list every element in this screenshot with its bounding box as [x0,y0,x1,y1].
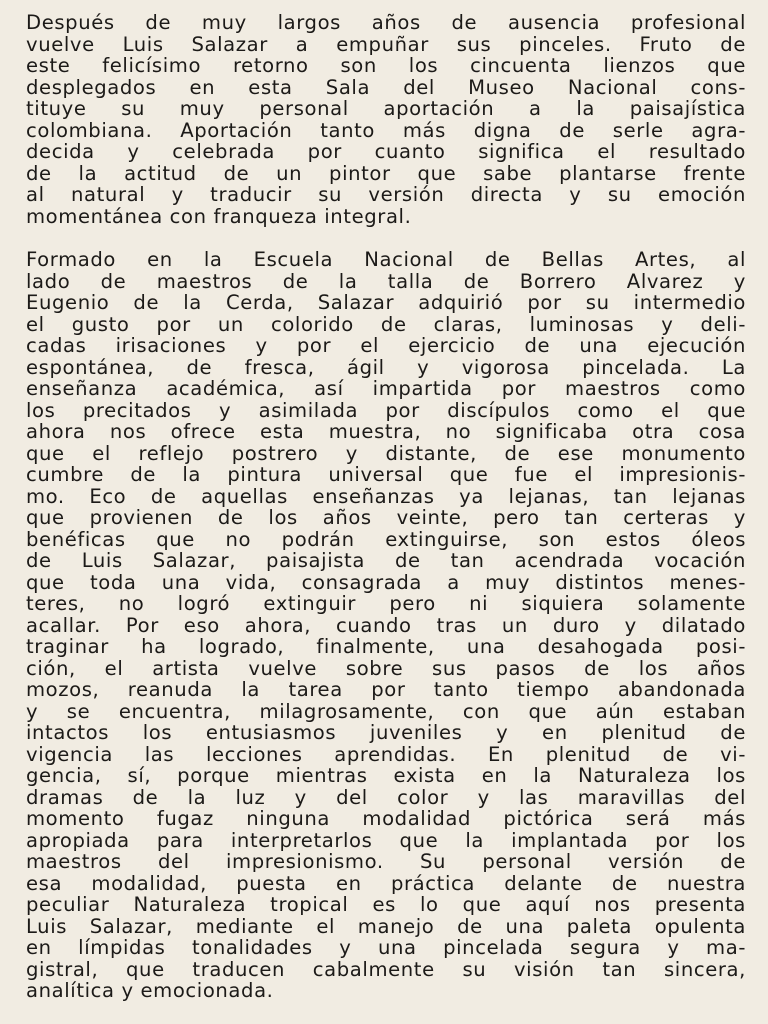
text-line: decida y celebrada por cuanto significa el resultado [26,140,746,163]
text-line: de Luis Salazar, paisajista de tan acendrada vocación [26,549,746,572]
text-line: ahora nos ofrece esta muestra, no significaba otra cosa [26,420,746,443]
text-line: este felicísimo retorno son los cincuenta lienzos que [26,54,746,77]
text-line: enseñanza académica, así impartida por maestros como [26,377,746,400]
text-line: apropiada para interpretarlos que la implantada por los [26,828,746,852]
text-line: que toda una vida, consagrada a muy distintos menes- [26,570,746,594]
text-line: momentánea con franqueza integral. [26,204,412,228]
text-line: maestros del impresionismo. Su personal versión de [26,850,746,873]
text-line: tituye su muy personal aportación a la paisajística [26,97,746,120]
text-line: momento fugaz ninguna modalidad pictórica será más [26,807,746,830]
text-line: Después de muy largos años de ausencia profesional [26,11,746,34]
text-line: gistral, que traducen cabalmente su visión tan sincera, [26,957,746,981]
text-line: desplegados en esta Sala del Museo Nacional cons- [26,75,746,99]
text-line: espontánea, de fresca, ágil y vigorosa pincelada. La [26,355,746,379]
text-line: de la actitud de un pintor que sabe plantarse frente [26,161,746,185]
text-line: Eugenio de la Cerda, Salazar adquirió por su intermedio [26,291,746,314]
text-line: colombiana. Aportación tanto más digna de serle agra- [26,118,746,142]
text-line: en límpidas tonalidades y una pincelada segura y ma- [26,936,746,959]
paragraph-2 [26,249,746,1002]
text-line: que provienen de los años veinte, pero tan certeras y [26,506,746,529]
text-line: benéficas que no podrán extinguirse, son estos óleos [26,527,746,551]
text-line: dramas de la luz y del color y las maravillas del [26,785,746,809]
text-line: gencia, sí, porque mientras exista en la Naturaleza los [26,764,746,787]
text-line: al natural y traducir su versión directa y su emoción [26,183,746,206]
text-line: peculiar Naturaleza tropical es lo que aquí nos presenta [26,893,746,916]
text-line: vigencia las lecciones aprendidas. En plenitud de vi- [26,742,746,766]
text-line: cumbre de la pintura universal que fue el impresionis- [26,463,746,486]
text-line: teres, no logró extinguir pero ni siquiera solamente [26,592,746,615]
text-line: Luis Salazar, mediante el manejo de una paleta opulenta [26,914,746,938]
text-line: mo. Eco de aquellas enseñanzas ya lejanas, tan lejanas [26,484,746,508]
text-line: los precitados y asimilada por discípulos como el que [26,398,746,422]
text-line: intactos los entusiasmos juveniles y en plenitud de [26,721,746,744]
text-line: vuelve Luis Salazar a empuñar sus pinceles. Fruto de [26,32,746,56]
text-line: que el reflejo postrero y distante, de ese monumento [26,441,746,465]
text-line: analítica y emocionada. [26,979,274,1002]
text-line: ción, el artista vuelve sobre sus pasos de los años [26,656,746,680]
text-line: traginar ha logrado, finalmente, una desahogada posi- [26,635,746,658]
text-line: lado de maestros de la talla de Borrero Alvarez y [26,269,746,293]
text-line: mozos, reanuda la tarea por tanto tiempo abandonada [26,678,746,701]
text-line: y se encuentra, milagrosamente, con que aún estaban [26,699,746,723]
text-line: esa modalidad, puesta en práctica delante de nuestra [26,871,746,895]
paragraph-1 [26,12,746,227]
text-line: acallar. Por eso ahora, cuando tras un duro y dilatado [26,613,746,637]
text-line: el gusto por un colorido de claras, luminosas y deli- [26,312,746,336]
text-line: Formado en la Escuela Nacional de Bellas Artes, al [26,248,746,271]
text-line: cadas irisaciones y por el ejercicio de una ejecución [26,334,746,357]
